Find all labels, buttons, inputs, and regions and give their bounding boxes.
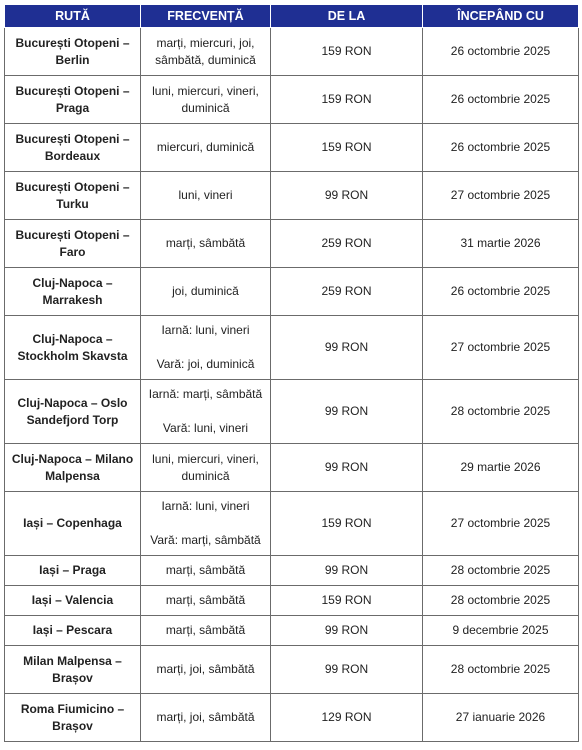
frequency-text: miercuri, duminică	[156, 140, 255, 154]
price-cell: 259 RON	[271, 220, 423, 268]
frequency-text: marți, sâmbătă	[165, 563, 246, 577]
table-row	[5, 444, 579, 492]
frequency-text: marți, joi, sâmbătă	[156, 662, 255, 676]
start-date-cell: 28 octombrie 2025	[423, 556, 579, 586]
start-date-cell: 27 octombrie 2025	[423, 172, 579, 220]
route-cell: București Otopeni – Faro	[5, 220, 141, 268]
route-cell: Cluj-Napoca – Milano Malpensa	[5, 444, 141, 492]
route-cell: Iași – Copenhaga	[5, 492, 141, 556]
start-date-cell: 28 octombrie 2025	[423, 380, 579, 444]
price-cell: 159 RON	[271, 28, 423, 76]
start-date-cell: 27 octombrie 2025	[423, 316, 579, 380]
start-date-cell: 26 octombrie 2025	[423, 76, 579, 124]
route-cell: Cluj-Napoca – Oslo Sandefjord Torp	[5, 380, 141, 444]
route-cell: București Otopeni – Berlin	[5, 28, 141, 76]
frequency-cell	[141, 380, 271, 444]
table-row	[5, 492, 579, 556]
frequency-text: joi, duminică	[172, 284, 239, 298]
route-cell: Iași – Valencia	[5, 586, 141, 616]
frequency-text: marți, miercuri, joi, sâmbătă, duminică	[155, 35, 256, 67]
price-cell: 159 RON	[271, 76, 423, 124]
table-row	[5, 586, 579, 616]
header-row	[5, 5, 579, 28]
frequency-cell	[141, 76, 271, 124]
route-cell: București Otopeni – Bordeaux	[5, 124, 141, 172]
start-date-cell: 29 martie 2026	[423, 444, 579, 492]
frequency-text: Iarnă: marți, sâmbătă	[148, 387, 263, 401]
frequency-cell	[141, 268, 271, 316]
table-row	[5, 694, 579, 742]
frequency-text: marți, sâmbătă	[165, 593, 246, 607]
table-row	[5, 556, 579, 586]
frequency-cell	[141, 28, 271, 76]
start-date-cell: 9 decembrie 2025	[423, 616, 579, 646]
route-cell: București Otopeni – Turku	[5, 172, 141, 220]
frequency-text: luni, vineri	[178, 188, 233, 202]
start-date-cell: 26 octombrie 2025	[423, 28, 579, 76]
route-cell: Cluj-Napoca – Stockholm Skavsta	[5, 316, 141, 380]
table-row	[5, 268, 579, 316]
start-date-cell: 27 ianuarie 2026	[423, 694, 579, 742]
route-cell: Cluj-Napoca – Marrakesh	[5, 268, 141, 316]
start-date-cell: 26 octombrie 2025	[423, 268, 579, 316]
table-header	[5, 5, 579, 28]
price-cell: 99 RON	[271, 172, 423, 220]
price-cell: 159 RON	[271, 586, 423, 616]
table-row	[5, 616, 579, 646]
frequency-cell	[141, 316, 271, 380]
table-row	[5, 172, 579, 220]
frequency-text: marți, sâmbătă	[165, 236, 246, 250]
frequency-cell	[141, 646, 271, 694]
frequency-text: luni, miercuri, vineri, duminică	[152, 83, 259, 115]
frequency-cell	[141, 694, 271, 742]
frequency-text: Iarnă: luni, vineri	[161, 323, 250, 337]
route-cell: Roma Fiumicino – Brașov	[5, 694, 141, 742]
price-cell: 259 RON	[271, 268, 423, 316]
frequency-text: luni, miercuri, vineri, duminică	[152, 451, 259, 483]
frequency-text: Vară: marți, sâmbătă	[150, 533, 261, 547]
column-header-start-date: ÎNCEPÂND CU	[423, 5, 579, 28]
price-cell: 159 RON	[271, 492, 423, 556]
frequency-cell	[141, 616, 271, 646]
table-body	[5, 28, 579, 742]
frequency-cell	[141, 556, 271, 586]
price-cell: 159 RON	[271, 124, 423, 172]
table-row	[5, 316, 579, 380]
price-cell: 99 RON	[271, 380, 423, 444]
start-date-cell: 27 octombrie 2025	[423, 492, 579, 556]
price-cell: 99 RON	[271, 444, 423, 492]
frequency-cell	[141, 492, 271, 556]
table-row	[5, 28, 579, 76]
start-date-cell: 28 octombrie 2025	[423, 646, 579, 694]
route-cell: Milan Malpensa – Brașov	[5, 646, 141, 694]
frequency-text: marți, sâmbătă	[165, 623, 246, 637]
column-header-price: DE LA	[271, 5, 423, 28]
table-row	[5, 220, 579, 268]
frequency-text: Vară: luni, vineri	[162, 421, 249, 435]
table-row	[5, 380, 579, 444]
table-row	[5, 124, 579, 172]
price-cell: 99 RON	[271, 646, 423, 694]
price-cell: 99 RON	[271, 316, 423, 380]
route-cell: București Otopeni – Praga	[5, 76, 141, 124]
frequency-text: Vară: joi, duminică	[156, 357, 255, 371]
price-cell: 129 RON	[271, 694, 423, 742]
frequency-text: Iarnă: luni, vineri	[161, 499, 250, 513]
column-header-route: RUTĂ	[5, 5, 141, 28]
frequency-cell	[141, 220, 271, 268]
start-date-cell: 31 martie 2026	[423, 220, 579, 268]
table-row	[5, 76, 579, 124]
column-header-frequency: FRECVENȚĂ	[141, 5, 271, 28]
frequency-cell	[141, 124, 271, 172]
price-cell: 99 RON	[271, 556, 423, 586]
route-cell: Iași – Praga	[5, 556, 141, 586]
frequency-text: marți, joi, sâmbătă	[156, 710, 255, 724]
start-date-cell: 28 octombrie 2025	[423, 586, 579, 616]
frequency-cell	[141, 586, 271, 616]
route-cell: Iași – Pescara	[5, 616, 141, 646]
frequency-cell	[141, 172, 271, 220]
price-cell: 99 RON	[271, 616, 423, 646]
table-row	[5, 646, 579, 694]
frequency-cell	[141, 444, 271, 492]
start-date-cell: 26 octombrie 2025	[423, 124, 579, 172]
routes-table	[4, 4, 579, 742]
